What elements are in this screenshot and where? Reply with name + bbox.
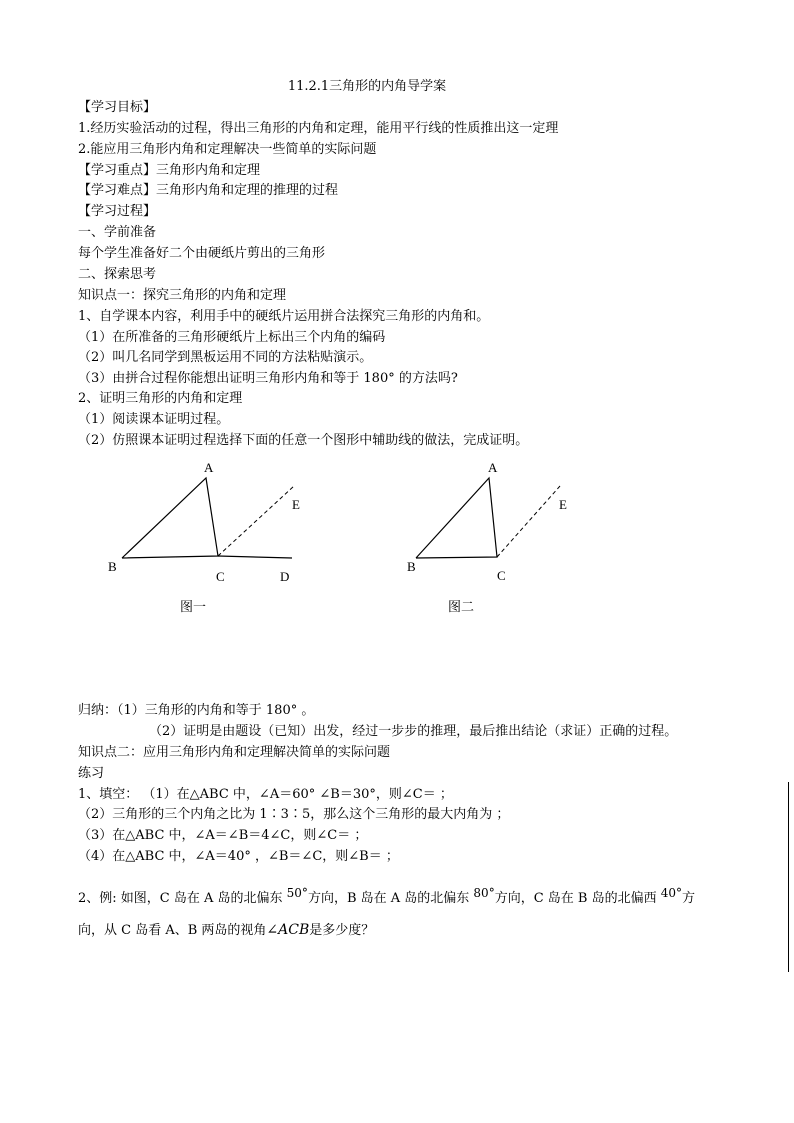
item-2-1: （1）阅读课本证明过程。	[78, 412, 230, 427]
practice-label: 练习	[78, 766, 105, 781]
figure-1-label-a: A	[204, 460, 214, 475]
question-1-4: （4）在△ABC 中，∠A＝40° ，∠B＝∠C，则∠B＝ ；	[78, 849, 399, 864]
section-1-body: 每个学生准备好二个由硬纸片剪出的三角形	[78, 246, 326, 261]
goal-header: 【学习目标】	[78, 100, 157, 115]
figure-2-label-c: C	[497, 568, 506, 583]
triangle-figures	[100, 455, 620, 625]
example-text-3: 方向，C 岛在 B 岛的北偏西	[494, 891, 661, 906]
summary-2: （2）证明是由题设（已知）出发，经过一步步的推理，最后推出结论（求证）正确的过程。	[149, 724, 678, 739]
figure-1-label-c: C	[216, 569, 225, 584]
example-line-2	[78, 921, 374, 940]
key-point: 【学习重点】三角形内角和定理	[78, 163, 261, 178]
figure-1	[108, 460, 300, 615]
example-text-6: 是多少度？	[309, 923, 375, 938]
angle-acb: ∠ACB	[266, 922, 310, 938]
knowledge-point-2: 知识点二：应用三角形内角和定理解决简单的实际问题	[78, 745, 391, 760]
knowledge-point-1: 知识点一：探究三角形的内角和定理	[78, 288, 287, 303]
figure-1-extension-cd	[218, 556, 292, 558]
figure-2-triangle	[416, 478, 497, 558]
figure-1-label-d: D	[280, 569, 290, 584]
item-2: 2、证明三角形的内角和定理	[78, 391, 243, 406]
figure-2-caption: 图二	[448, 600, 475, 615]
angle-80: 80°	[473, 886, 495, 900]
goal-2: 2.能应用三角形内角和定理解决一些简单的实际问题	[78, 142, 377, 157]
margin-rule	[788, 782, 789, 972]
figure-2-label-a: A	[488, 460, 498, 475]
figure-1-label-b: B	[108, 559, 117, 574]
angle-50: 50°	[286, 886, 308, 900]
figure-1-auxiliary-ce	[218, 486, 294, 556]
figure-2-label-e: E	[559, 497, 567, 512]
section-1-title: 一、学前准备	[78, 225, 157, 240]
example-line-1	[78, 884, 695, 908]
figure-2-label-b: B	[407, 559, 416, 574]
item-1-3: （3）由拼合过程你能想出证明三角形内角和等于 180° 的方法吗?	[78, 371, 458, 386]
question-1-1: 1、填空： （1）在△ABC 中，∠A＝60° ∠B＝30°，则∠C＝ ；	[78, 787, 453, 802]
item-2-2: （2）仿照课本证明过程选择下面的任意一个图形中辅助线的做法，完成证明。	[78, 433, 529, 448]
example-text-4: 方	[682, 891, 696, 906]
item-1-2: （2）叫几名同学到黑板运用不同的方法粘贴演示。	[78, 350, 373, 365]
page-title: 11.2.1三角形的内角导学案	[287, 79, 447, 94]
angle-40: 40°	[660, 886, 683, 900]
figure-1-label-e: E	[292, 497, 300, 512]
difficulty: 【学习难点】三角形内角和定理的推理的过程	[78, 183, 339, 198]
example-text-1: 2、例: 如图，C 岛在 A 岛的北偏东	[78, 891, 287, 906]
question-1-2: （2）三角形的三个内角之比为 1∶3∶5，那么这个三角形的最大内角为 ；	[78, 807, 510, 822]
example-text-5: 向，从 C 岛看 A、B 两岛的视角	[78, 923, 267, 938]
figure-2	[407, 460, 567, 615]
item-1: 1、自学课本内容，利用手中的硬纸片运用拼合法探究三角形的内角和。	[78, 309, 490, 324]
figure-1-triangle	[122, 478, 218, 558]
summary-1: 归纳：（1）三角形的内角和等于 180° 。	[78, 703, 315, 718]
figure-2-auxiliary-ce	[497, 486, 560, 557]
process-header: 【学习过程】	[78, 204, 157, 219]
figure-1-caption: 图一	[180, 600, 207, 615]
goal-1: 1.经历实验活动的过程，得出三角形的内角和定理，能用平行线的性质推出这一定理	[78, 121, 559, 136]
section-2-title: 二、探索思考	[78, 267, 157, 282]
item-1-1: （1）在所准备的三角形硬纸片上标出三个内角的编码	[78, 330, 386, 345]
example-text-2: 方向，B 岛在 A 岛的北偏东	[307, 891, 474, 906]
question-1-3: （3）在△ABC 中，∠A＝∠B＝4∠C，则∠C＝ ；	[78, 828, 368, 843]
